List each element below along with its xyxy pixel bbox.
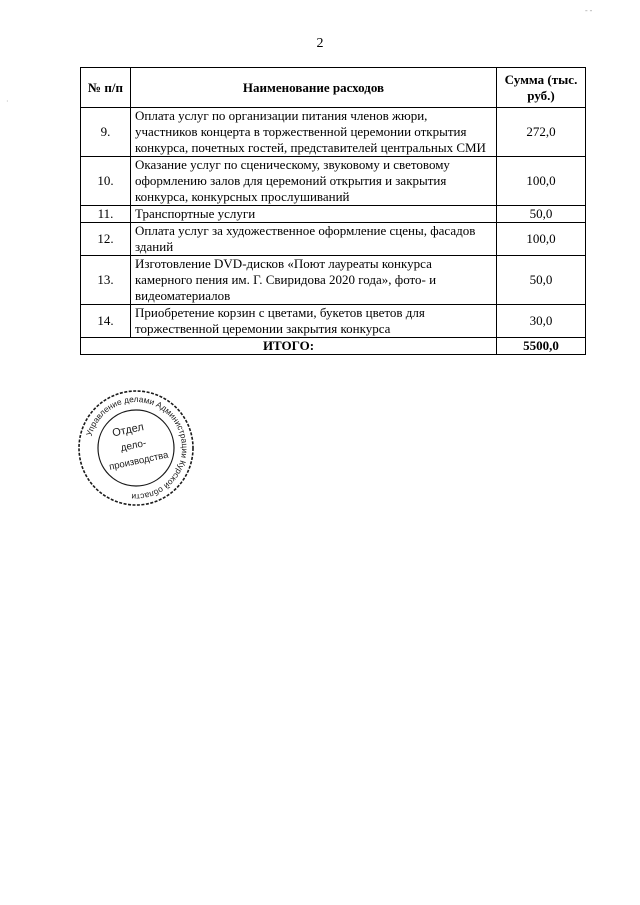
row-sum: 100,0: [497, 157, 586, 206]
stamp-center-line-2: дело-: [119, 437, 148, 455]
stamp-ring-text: Управление делами Администрации Курской области: [83, 393, 191, 503]
page-number: 2: [316, 36, 324, 51]
column-header-number: № п/п: [81, 68, 131, 108]
row-number: 10.: [81, 157, 131, 206]
table-row: [81, 256, 586, 305]
total-row: [81, 338, 586, 355]
scan-artifact-mark: - -: [585, 6, 593, 15]
total-label: ИТОГО:: [81, 338, 497, 355]
stamp-center-line-1: Отдел: [111, 421, 145, 440]
stamp-center-line-3: производства: [108, 449, 170, 473]
column-header-name: Наименование расходов: [131, 68, 497, 108]
total-sum: 5500,0: [497, 338, 586, 355]
row-sum: 100,0: [497, 223, 586, 256]
row-sum: 50,0: [497, 206, 586, 223]
scan-artifact-mark-left: ·: [6, 97, 9, 106]
table-row: [81, 305, 586, 338]
column-header-sum: Сумма (тыс. руб.): [497, 68, 586, 108]
row-sum: 30,0: [497, 305, 586, 338]
row-name: Оплата услуг за художественное оформление сцены, фасадов зданий: [131, 223, 497, 256]
table-row: [81, 157, 586, 206]
row-name: Оплата услуг по организации питания членов жюри, участников концерта в торжественной церемонии открытия конкурса, почетных гостей, представителей центральных СМИ: [131, 108, 497, 157]
table-row: [81, 223, 586, 256]
table-header-row: [81, 68, 586, 108]
row-number: 14.: [81, 305, 131, 338]
row-sum: 50,0: [497, 256, 586, 305]
row-name: Изготовление DVD-дисков «Поют лауреаты конкурса камерного пения им. Г. Свиридова 2020 года», фото- и видеоматериалов: [131, 256, 497, 305]
table-row: [81, 206, 586, 223]
office-stamp: [76, 388, 196, 508]
row-number: 12.: [81, 223, 131, 256]
table-row: [81, 108, 586, 157]
row-name: Оказание услуг по сценическому, звуковому и световому оформлению залов для церемоний открытия и закрытия конкурса, конкурсных прослушиваний: [131, 157, 497, 206]
row-number: 11.: [81, 206, 131, 223]
row-name: Приобретение корзин с цветами, букетов цветов для торжественной церемонии закрытия конкурса: [131, 305, 497, 338]
stamp-center-text: [101, 417, 170, 473]
expenses-table: [80, 67, 586, 355]
row-number: 13.: [81, 256, 131, 305]
row-number: 9.: [81, 108, 131, 157]
row-name: Транспортные услуги: [131, 206, 497, 223]
row-sum: 272,0: [497, 108, 586, 157]
